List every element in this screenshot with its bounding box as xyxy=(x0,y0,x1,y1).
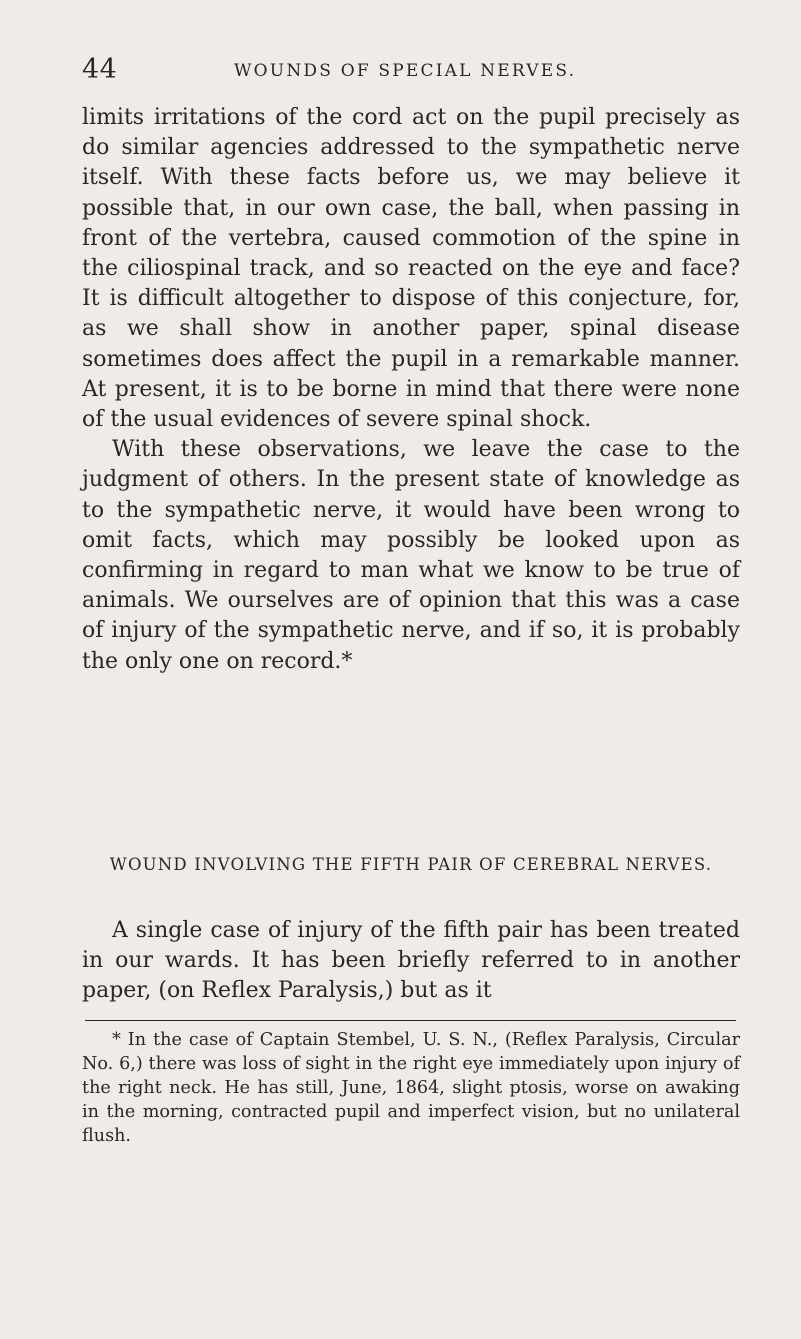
section-heading: WOUND INVOLVING THE FIFTH PAIR OF CEREBRAL NERVES. xyxy=(109,855,713,874)
paragraph-2: With these observations, we leave the case to the judgment of others. In the present state of knowledge as to the sympathetic nerve, it would have been wrong to omit facts, which may possibly be looked upon as confirming in regard to man what we know to be true of animals. We ourselves are of opinion that this was a case of injury of the sympathetic nerve, and if so, it is probably the only one on record.* xyxy=(82,437,740,674)
page-number: 44 xyxy=(82,54,118,85)
page-header xyxy=(82,56,742,84)
running-head: WOUNDS OF SPECIAL NERVES. xyxy=(234,61,577,81)
paragraph-1: limits irritations of the cord act on the pupil precisely as do similar agencies addressed to the sympathetic nerve itself. With these facts before us, we may believe it possible that, in our own case, the ball, when passing in front of the vertebra, caused commotion of the spine in the ciliospinal track, and so reacted on the eye and face? It is difficult altogether to dispose of this conjecture, for, as we shall show in another paper, spinal disease sometimes does affect the pupil in a remarkable manner. At present, it is to be borne in mind that there were none of the usual evidences of severe spinal shock. xyxy=(82,105,740,433)
main-text xyxy=(82,103,740,677)
footnote: * In the case of Captain Stembel, U. S. N., (Reflex Paralysis, Circular No. 6,) there was loss of sight in the right eye immediately upon injury of the right neck. He has still, June, 1864, slight ptosis, worse on awaking in the morning, contracted pupil and imperfect vision, but no unilateral flush. xyxy=(82,1030,740,1146)
section-paragraph: A single case of injury of the fifth pair has been treated in our wards. It has been briefly referred to in another paper, (on Reflex Paralysis,) but as it xyxy=(82,918,740,1004)
footnote-divider xyxy=(85,1020,736,1021)
